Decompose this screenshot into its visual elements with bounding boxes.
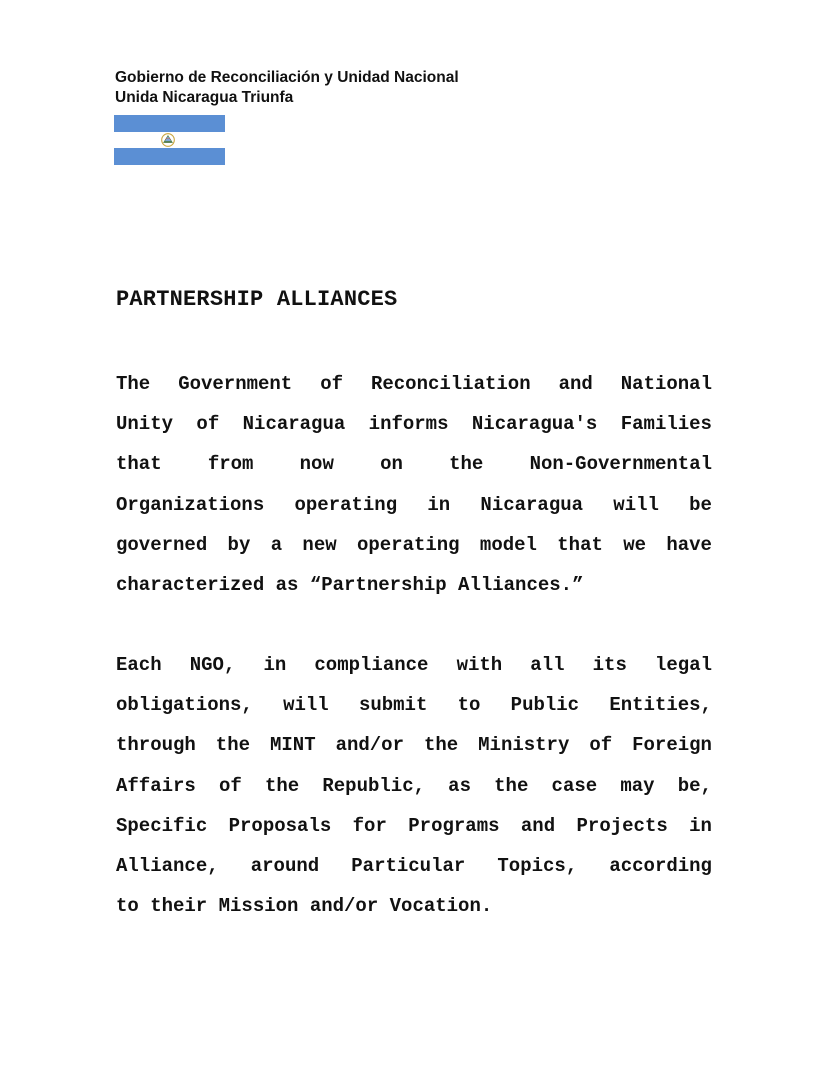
text-line: governed by a new operating model that we have [116, 533, 712, 556]
text-line: Unity of Nicaragua informs Nicaragua's Families [116, 413, 712, 436]
text-line: Affairs of the Republic, as the case may be, [116, 774, 712, 797]
text-line: obligations, will submit to Public Entities, [116, 694, 712, 717]
coat-of-arms-icon [159, 132, 177, 148]
text-line: Each NGO, in compliance with all its legal [116, 654, 712, 676]
paragraph-announcement [116, 364, 712, 605]
flag-top-stripe [114, 115, 225, 132]
flag-bottom-stripe [114, 148, 225, 165]
document-title: PARTNERSHIP ALLIANCES [116, 287, 398, 312]
text-line: that from now on the Non-Governmental [116, 453, 712, 476]
paragraph-ngo-proposals [116, 645, 712, 926]
text-line: The Government of Reconciliation and National [116, 373, 712, 395]
text-line: characterized as “Partnership Alliances.” [116, 573, 584, 596]
text-line: Organizations operating in Nicaragua will be [116, 493, 712, 516]
nicaragua-flag-icon [114, 115, 225, 165]
text-line: Specific Proposals for Programs and Projects in [116, 814, 712, 837]
letterhead-slogan: Unida Nicaragua Triunfa [115, 89, 294, 106]
text-line: Alliance, around Particular Topics, according [116, 854, 712, 877]
text-line: to their Mission and/or Vocation. [116, 895, 493, 918]
text-line: through the MINT and/or the Ministry of Foreign [116, 734, 712, 757]
letterhead-government-name: Gobierno de Reconciliación y Unidad Nacional [115, 69, 459, 86]
letterhead [115, 68, 459, 108]
